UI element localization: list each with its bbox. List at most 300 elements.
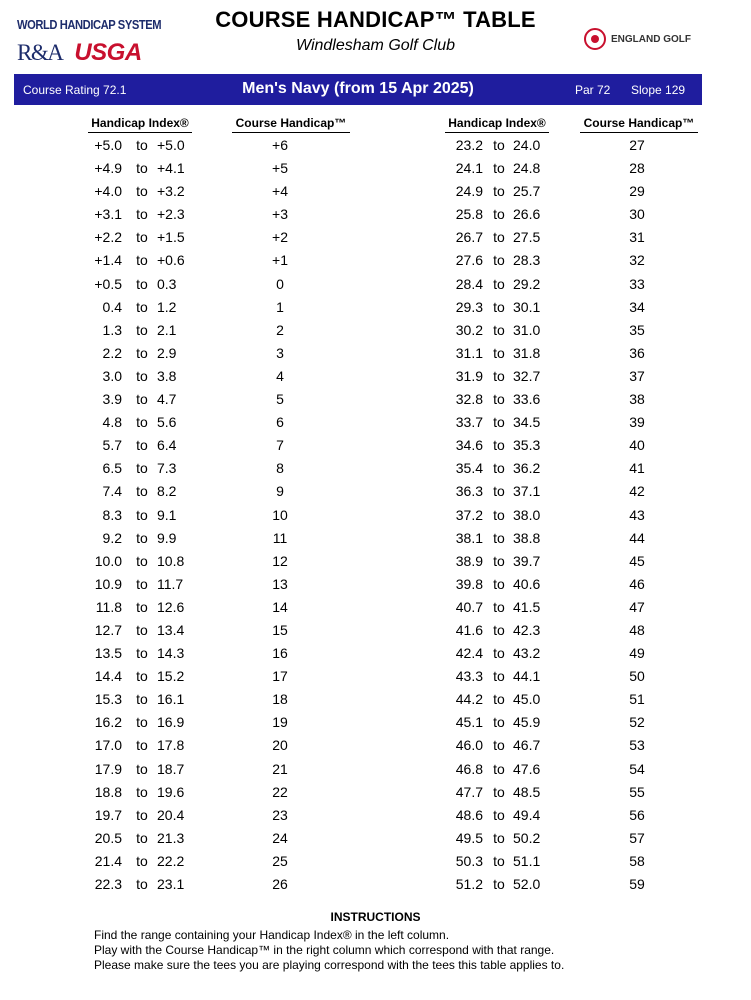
index-low-left: 2.2 xyxy=(102,344,122,361)
course-handicap-left: 5 xyxy=(276,391,284,408)
instruction-line: Find the range containing your Handicap Index® in the left column. xyxy=(94,928,450,942)
index-low-right: 24.1 xyxy=(455,160,483,177)
course-handicap-right: 41 xyxy=(629,460,645,477)
course-handicap-left: 3 xyxy=(276,344,284,361)
to-label: to xyxy=(493,876,505,892)
to-label: to xyxy=(493,275,505,292)
index-low-left: 11.8 xyxy=(95,598,122,615)
handicap-table xyxy=(0,134,751,896)
to-label: to xyxy=(136,668,148,685)
table-row xyxy=(0,273,751,296)
to-label: to xyxy=(493,229,505,246)
index-high-right: 35.3 xyxy=(513,437,541,454)
index-high-left: 17.8 xyxy=(157,737,185,754)
index-high-right: 29.2 xyxy=(513,275,541,292)
index-high-left: 5.6 xyxy=(157,414,177,431)
index-low-left: +4.0 xyxy=(94,183,122,200)
to-label: to xyxy=(493,552,505,569)
course-handicap-left: 20 xyxy=(272,737,288,754)
table-row xyxy=(0,688,751,711)
table-row xyxy=(0,642,751,665)
to-label: to xyxy=(493,160,505,177)
index-high-left: 19.6 xyxy=(157,783,185,800)
course-handicap-left: 2 xyxy=(276,321,284,338)
course-handicap-right: 46 xyxy=(629,575,645,592)
index-low-right: 40.7 xyxy=(455,598,483,615)
to-label: to xyxy=(493,137,505,153)
index-high-left: 12.6 xyxy=(157,598,185,615)
index-high-left: 0.3 xyxy=(157,275,177,292)
course-handicap-right: 37 xyxy=(629,367,645,384)
instructions xyxy=(0,910,751,973)
course-handicap-left: 15 xyxy=(272,621,288,638)
index-high-left: +2.3 xyxy=(157,206,185,223)
to-label: to xyxy=(136,183,148,200)
course-handicap-right: 35 xyxy=(629,321,645,338)
index-low-right: 26.7 xyxy=(455,229,483,246)
course-handicap-left: 23 xyxy=(272,806,288,823)
instruction-line: Play with the Course Handicap™ in the right column which correspond with that range. xyxy=(94,943,555,957)
table-row xyxy=(0,504,751,527)
course-handicap-left: 19 xyxy=(272,714,288,731)
table-row xyxy=(0,596,751,619)
to-label: to xyxy=(136,437,148,454)
club-name: Windlesham Golf Club xyxy=(295,37,456,54)
course-handicap-right: 33 xyxy=(629,275,645,292)
ra-logo: R&A xyxy=(17,40,63,65)
to-label: to xyxy=(136,391,148,408)
index-high-right: 34.5 xyxy=(513,414,541,431)
page-title: COURSE HANDICAP™ TABLE xyxy=(215,7,536,32)
course-handicap-right: 59 xyxy=(629,876,645,892)
index-high-left: 18.7 xyxy=(157,760,185,777)
index-low-left: 9.2 xyxy=(102,529,122,546)
to-label: to xyxy=(136,229,148,246)
course-handicap-right: 32 xyxy=(629,252,645,269)
header-course-handicap-left: Course Handicap™ xyxy=(232,116,350,130)
course-handicap-right: 31 xyxy=(629,229,645,246)
index-low-right: 27.6 xyxy=(455,252,483,269)
index-low-right: 35.4 xyxy=(455,460,483,477)
table-row xyxy=(0,827,751,850)
to-label: to xyxy=(136,506,148,523)
index-low-right: 45.1 xyxy=(455,714,483,731)
to-label: to xyxy=(493,737,505,754)
index-low-right: 31.1 xyxy=(455,344,483,361)
course-handicap-right: 45 xyxy=(629,552,645,569)
index-high-right: 38.0 xyxy=(513,506,541,523)
index-low-left: 10.9 xyxy=(94,575,122,592)
index-low-right: 23.2 xyxy=(455,137,483,153)
table-row xyxy=(0,434,751,457)
index-high-left: 3.8 xyxy=(157,367,177,384)
course-handicap-right: 50 xyxy=(629,668,645,685)
course-handicap-right: 54 xyxy=(629,760,645,777)
index-low-right: 29.3 xyxy=(455,298,483,315)
index-high-left: +3.2 xyxy=(157,183,185,200)
table-row xyxy=(0,365,751,388)
index-high-left: 21.3 xyxy=(157,829,185,846)
whs-logo-text: WORLD HANDICAP SYSTEM xyxy=(17,17,162,32)
course-handicap-left: 8 xyxy=(276,460,284,477)
table-row xyxy=(0,619,751,642)
index-low-right: 47.7 xyxy=(455,783,483,800)
to-label: to xyxy=(136,160,148,177)
to-label: to xyxy=(493,668,505,685)
course-handicap-left: +5 xyxy=(272,160,288,177)
table-row xyxy=(0,781,751,804)
course-handicap-left: +2 xyxy=(272,229,288,246)
to-label: to xyxy=(493,344,505,361)
index-low-left: 7.4 xyxy=(102,483,122,500)
index-high-right: 39.7 xyxy=(513,552,541,569)
to-label: to xyxy=(493,621,505,638)
course-handicap-left: 7 xyxy=(276,437,284,454)
course-handicap-right: 49 xyxy=(629,645,645,662)
course-handicap-left: +6 xyxy=(272,137,288,153)
index-high-right: 24.0 xyxy=(513,137,541,153)
to-label: to xyxy=(493,760,505,777)
table-row xyxy=(0,480,751,503)
index-high-right: 36.2 xyxy=(513,460,541,477)
index-low-right: 32.8 xyxy=(455,391,483,408)
to-label: to xyxy=(136,367,148,384)
to-label: to xyxy=(493,183,505,200)
usga-logo: USGA xyxy=(74,39,142,66)
to-label: to xyxy=(136,552,148,569)
index-high-left: +5.0 xyxy=(157,137,185,153)
index-low-left: 17.9 xyxy=(94,760,122,777)
index-high-right: 51.1 xyxy=(513,852,541,869)
index-high-left: 1.2 xyxy=(157,298,177,315)
to-label: to xyxy=(493,414,505,431)
index-low-left: 21.4 xyxy=(94,852,122,869)
index-high-left: +0.6 xyxy=(157,252,185,269)
table-row xyxy=(0,804,751,827)
course-handicap-left: +1 xyxy=(272,252,288,269)
course-handicap-left: 16 xyxy=(272,645,288,662)
index-high-right: 45.0 xyxy=(513,691,541,708)
slope: Slope 129 xyxy=(631,83,686,97)
to-label: to xyxy=(493,529,505,546)
index-high-left: 22.2 xyxy=(157,852,185,869)
index-high-right: 38.8 xyxy=(513,529,541,546)
to-label: to xyxy=(136,344,148,361)
index-low-left: 16.2 xyxy=(94,714,122,731)
instruction-line: Please make sure the tees you are playing correspond with the tees this table applies to. xyxy=(94,958,565,972)
to-label: to xyxy=(493,645,505,662)
england-golf-text: ENGLAND GOLF xyxy=(611,33,691,45)
course-handicap-right: 51 xyxy=(629,691,645,708)
index-high-left: 16.9 xyxy=(157,714,185,731)
course-rating: Course Rating 72.1 xyxy=(23,83,127,97)
course-handicap-right: 42 xyxy=(629,483,645,500)
index-high-right: 31.0 xyxy=(513,321,541,338)
index-low-left: 8.3 xyxy=(102,506,122,523)
to-label: to xyxy=(493,575,505,592)
course-handicap-left: +4 xyxy=(272,183,288,200)
index-high-left: 9.1 xyxy=(157,506,177,523)
index-high-left: +1.5 xyxy=(157,229,185,246)
index-low-right: 24.9 xyxy=(455,183,483,200)
index-high-left: 9.9 xyxy=(157,529,177,546)
to-label: to xyxy=(493,783,505,800)
to-label: to xyxy=(493,252,505,269)
course-handicap-right: 39 xyxy=(629,414,645,431)
index-high-right: 25.7 xyxy=(513,183,541,200)
to-label: to xyxy=(136,483,148,500)
index-high-left: 4.7 xyxy=(157,391,177,408)
index-low-right: 33.7 xyxy=(455,414,483,431)
index-low-right: 46.0 xyxy=(455,737,483,754)
index-low-right: 36.3 xyxy=(455,483,483,500)
to-label: to xyxy=(493,437,505,454)
course-handicap-right: 30 xyxy=(629,206,645,223)
table-row xyxy=(0,665,751,688)
course-handicap-right: 55 xyxy=(629,783,645,800)
index-low-left: 13.5 xyxy=(94,645,122,662)
index-low-right: 46.8 xyxy=(455,760,483,777)
index-low-left: 20.5 xyxy=(94,829,122,846)
to-label: to xyxy=(136,645,148,662)
table-row xyxy=(0,527,751,550)
index-high-right: 24.8 xyxy=(513,160,541,177)
course-handicap-left: 11 xyxy=(272,529,288,546)
index-high-right: 46.7 xyxy=(513,737,541,754)
index-high-left: 15.2 xyxy=(157,668,185,685)
index-low-left: +5.0 xyxy=(94,137,122,153)
to-label: to xyxy=(493,598,505,615)
to-label: to xyxy=(136,206,148,223)
index-high-right: 40.6 xyxy=(513,575,541,592)
to-label: to xyxy=(136,414,148,431)
tee-name: Men's Navy (from 15 Apr 2025) xyxy=(242,80,474,97)
to-label: to xyxy=(136,737,148,754)
to-label: to xyxy=(493,714,505,731)
to-label: to xyxy=(136,760,148,777)
table-row xyxy=(0,157,751,180)
to-label: to xyxy=(136,460,148,477)
to-label: to xyxy=(136,252,148,269)
course-handicap-left: 14 xyxy=(272,598,288,615)
course-handicap-left: 1 xyxy=(276,298,284,315)
to-label: to xyxy=(493,206,505,223)
england-golf-logo xyxy=(584,28,691,50)
index-low-right: 48.6 xyxy=(455,806,483,823)
to-label: to xyxy=(493,829,505,846)
course-handicap-right: 57 xyxy=(629,829,645,846)
index-high-left: 23.1 xyxy=(157,876,185,892)
index-high-right: 41.5 xyxy=(513,598,541,615)
table-row xyxy=(0,573,751,596)
index-high-left: 16.1 xyxy=(157,691,185,708)
course-handicap-left: 4 xyxy=(276,367,284,384)
table-row xyxy=(0,180,751,203)
header-handicap-index-left: Handicap Index® xyxy=(88,116,192,130)
table-row xyxy=(0,457,751,480)
course-handicap-right: 48 xyxy=(629,621,645,638)
course-handicap-right: 58 xyxy=(629,852,645,869)
course-handicap-left: 12 xyxy=(272,552,288,569)
index-high-right: 48.5 xyxy=(513,783,541,800)
index-high-left: 7.3 xyxy=(157,460,177,477)
to-label: to xyxy=(493,506,505,523)
course-handicap-left: 13 xyxy=(272,575,288,592)
to-label: to xyxy=(136,298,148,315)
index-low-left: +1.4 xyxy=(94,252,122,269)
index-low-right: 31.9 xyxy=(455,367,483,384)
to-label: to xyxy=(136,529,148,546)
index-low-left: 0.4 xyxy=(102,298,122,315)
index-high-right: 27.5 xyxy=(513,229,541,246)
course-handicap-left: 26 xyxy=(272,876,288,892)
index-low-left: 3.0 xyxy=(102,367,122,384)
to-label: to xyxy=(136,621,148,638)
index-low-left: +3.1 xyxy=(94,206,122,223)
table-row xyxy=(0,319,751,342)
index-high-right: 49.4 xyxy=(513,806,541,823)
to-label: to xyxy=(136,714,148,731)
to-label: to xyxy=(136,852,148,869)
table-row xyxy=(0,226,751,249)
to-label: to xyxy=(136,691,148,708)
table-row xyxy=(0,711,751,734)
course-handicap-left: 0 xyxy=(276,275,284,292)
index-low-left: 6.5 xyxy=(102,460,122,477)
course-handicap-right: 56 xyxy=(629,806,645,823)
to-label: to xyxy=(136,275,148,292)
index-low-right: 25.8 xyxy=(455,206,483,223)
index-low-right: 28.4 xyxy=(455,275,483,292)
course-handicap-left: 9 xyxy=(276,483,284,500)
par: Par 72 xyxy=(575,83,611,97)
table-row xyxy=(0,550,751,573)
table-row xyxy=(0,850,751,873)
index-high-left: 8.2 xyxy=(157,483,177,500)
course-handicap-left: 22 xyxy=(272,783,288,800)
index-low-left: 10.0 xyxy=(94,552,122,569)
index-low-right: 38.1 xyxy=(455,529,483,546)
index-low-left: +4.9 xyxy=(94,160,122,177)
course-handicap-right: 29 xyxy=(629,183,645,200)
course-handicap-right: 43 xyxy=(629,506,645,523)
index-low-left: 18.8 xyxy=(94,783,122,800)
index-low-right: 51.2 xyxy=(455,876,483,892)
rose-icon xyxy=(584,28,606,50)
course-handicap-right: 34 xyxy=(629,298,645,315)
info-bar xyxy=(14,74,702,105)
header-handicap-index-right: Handicap Index® xyxy=(445,116,549,130)
index-low-right: 43.3 xyxy=(455,668,483,685)
to-label: to xyxy=(136,829,148,846)
index-high-left: +4.1 xyxy=(157,160,185,177)
to-label: to xyxy=(493,321,505,338)
index-high-right: 28.3 xyxy=(513,252,541,269)
index-low-right: 50.3 xyxy=(455,852,483,869)
to-label: to xyxy=(136,321,148,338)
index-low-right: 42.4 xyxy=(455,645,483,662)
index-low-left: 5.7 xyxy=(102,437,122,454)
index-low-right: 37.2 xyxy=(455,506,483,523)
index-low-right: 44.2 xyxy=(455,691,483,708)
index-high-right: 43.2 xyxy=(513,645,541,662)
table-row xyxy=(0,249,751,272)
to-label: to xyxy=(493,391,505,408)
index-low-right: 30.2 xyxy=(455,321,483,338)
index-high-left: 20.4 xyxy=(157,806,185,823)
course-handicap-right: 44 xyxy=(629,529,645,546)
to-label: to xyxy=(493,806,505,823)
course-handicap-left: 10 xyxy=(272,506,288,523)
index-low-right: 41.6 xyxy=(455,621,483,638)
course-handicap-left: 17 xyxy=(272,668,288,685)
course-handicap-right: 53 xyxy=(629,737,645,754)
course-handicap-right: 52 xyxy=(629,714,645,731)
course-handicap-left: 6 xyxy=(276,414,284,431)
index-high-right: 44.1 xyxy=(513,668,541,685)
index-high-right: 45.9 xyxy=(513,714,541,731)
index-high-right: 26.6 xyxy=(513,206,541,223)
instructions-title: INSTRUCTIONS xyxy=(330,910,421,924)
index-high-left: 13.4 xyxy=(157,621,185,638)
course-handicap-right: 47 xyxy=(629,598,645,615)
index-low-left: 19.7 xyxy=(94,806,122,823)
index-high-right: 42.3 xyxy=(513,621,541,638)
index-high-right: 32.7 xyxy=(513,367,541,384)
index-low-right: 49.5 xyxy=(455,829,483,846)
to-label: to xyxy=(493,460,505,477)
index-low-left: 17.0 xyxy=(94,737,122,754)
header-course-handicap-right: Course Handicap™ xyxy=(580,116,698,130)
to-label: to xyxy=(493,298,505,315)
index-high-right: 37.1 xyxy=(513,483,541,500)
index-high-left: 2.9 xyxy=(157,344,177,361)
index-low-left: 15.3 xyxy=(94,691,122,708)
table-row xyxy=(0,734,751,757)
index-low-left: 1.3 xyxy=(102,321,122,338)
index-high-right: 50.2 xyxy=(513,829,541,846)
to-label: to xyxy=(493,367,505,384)
index-low-right: 38.9 xyxy=(455,552,483,569)
course-handicap-left: 18 xyxy=(272,691,288,708)
index-high-left: 6.4 xyxy=(157,437,177,454)
course-handicap-right: 40 xyxy=(629,437,645,454)
course-handicap-left: 25 xyxy=(272,852,288,869)
index-low-left: 22.3 xyxy=(94,876,122,892)
table-row xyxy=(0,342,751,365)
table-row xyxy=(0,758,751,781)
to-label: to xyxy=(136,137,148,153)
to-label: to xyxy=(136,575,148,592)
index-high-right: 33.6 xyxy=(513,391,541,408)
table-row xyxy=(0,203,751,226)
to-label: to xyxy=(493,483,505,500)
course-handicap-left: 21 xyxy=(272,760,288,777)
index-high-left: 2.1 xyxy=(157,321,177,338)
index-low-left: +0.5 xyxy=(94,275,122,292)
to-label: to xyxy=(136,806,148,823)
table-row xyxy=(0,388,751,411)
index-low-left: 4.8 xyxy=(102,414,122,431)
index-low-left: 14.4 xyxy=(94,668,122,685)
index-low-left: 3.9 xyxy=(102,391,122,408)
to-label: to xyxy=(493,691,505,708)
to-label: to xyxy=(136,598,148,615)
to-label: to xyxy=(493,852,505,869)
course-handicap-right: 38 xyxy=(629,391,645,408)
index-high-left: 11.7 xyxy=(157,575,184,592)
index-high-right: 31.8 xyxy=(513,344,541,361)
